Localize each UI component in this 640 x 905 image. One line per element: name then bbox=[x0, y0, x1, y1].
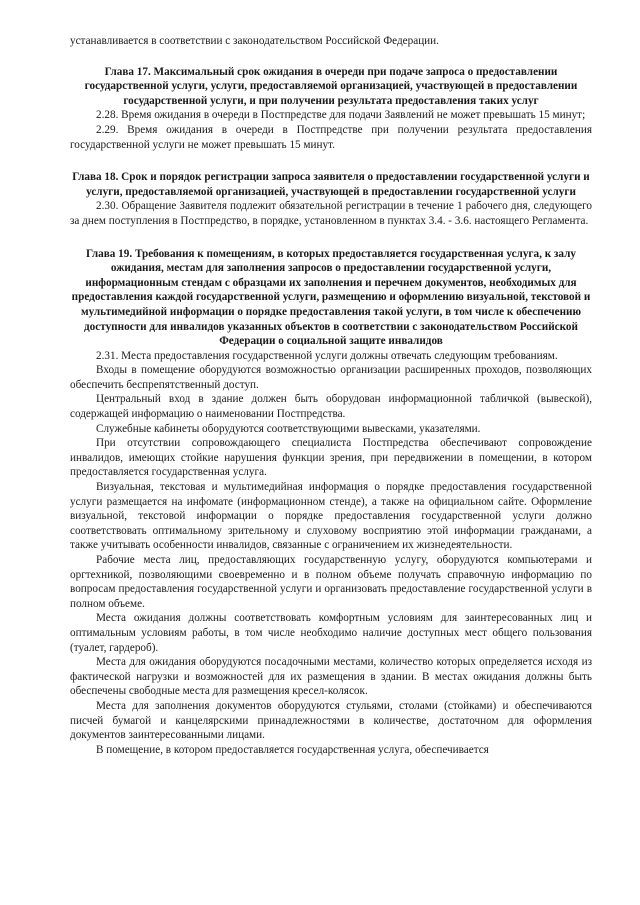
paragraph-waiting-areas: Места ожидания должны соответствовать комфортным условиям для заинтересованных лиц и оптимальным условиям работы, в том числе необходимо наличие доступных мест общего пользования (туалет, гардероб). bbox=[70, 612, 592, 654]
paragraph-premises: В помещение, в котором предоставляется государственная услуга, обеспечивается bbox=[96, 743, 489, 756]
spacer bbox=[70, 49, 592, 65]
paragraph-central-entrance: Центральный вход в здание должен быть оборудован информационной табличкой (вывеской), содержащей информацию о наименовании Постпредства. bbox=[70, 393, 592, 421]
paragraph-workplaces: Рабочие места лиц, предоставляющих государственную услугу, оборудуются компьютерами и оргтехникой, позволяющими своевременно и в полном объеме получать справочную информацию по вопросам предоставления государственной услуги и организовать предоставление государственной услуги в полном объеме. bbox=[70, 554, 592, 610]
paragraph-2-30: 2.30. Обращение Заявителя подлежит обязательной регистрации в течение 1 рабочего дня, следующего за днем поступления в Постпредство, в порядке, установленном в пунктах 3.4. - 3.6. настоящего Регламента. bbox=[70, 200, 592, 227]
paragraph-visual-info: Визуальная, текстовая и мультимедийная информация о порядке предоставления государственной услуги размещается на инфомате (информационном стенде), а также на официальном сайте. Оформление визуальной, текстовой информации о порядке предоставления государственной услуги должно соответствовать оптимальному зрительному и слуховому восприятию этой информации гражданами, а также учитывать особенности инвалидов, связанные с ограничением их жизнедеятельности. bbox=[70, 481, 592, 552]
paragraph-escort: При отсутствии сопровождающего специалиста Постпредства обеспечивают сопровождение инвалидов, имеющих стойкие нарушения функции зрения, при передвижении в помещении, в котором предоставляется государственная услуга. bbox=[70, 437, 592, 479]
paragraph-entrances: Входы в помещение оборудуются возможностью организации расширенных проходов, позволяющих обеспечить беспрепятственный доступ. bbox=[70, 364, 592, 391]
spacer bbox=[70, 152, 592, 170]
paragraph-offices: Служебные кабинеты оборудуются соответствующими вывесками, указателями. bbox=[96, 422, 481, 435]
paragraph-2-31: 2.31. Места предоставления государственной услуги должны отвечать следующим требованиям. bbox=[96, 349, 558, 362]
intro-text: устанавливается в соответствии с законодательством Российской Федерации. bbox=[70, 35, 439, 47]
spacer bbox=[70, 229, 592, 247]
paragraph-filling-places: Места для заполнения документов оборудуются стульями, столами (стойками) и обеспечиваются писчей бумагой и канцелярскими принадлежностями в количестве, достаточном для оформления документов заинтересованными лицами. bbox=[70, 699, 592, 742]
chapter-17-heading: Глава 17. Максимальный срок ожидания в очереди при подаче запроса о предоставлении государственной услуги, услуги, предоставляемой организацией, участвующей в предоставлении государственной услуги, и при получении результата предоставления таких услуг bbox=[84, 65, 578, 107]
chapter-18-heading: Глава 18. Срок и порядок регистрации запроса заявителя о предоставлении государственной услуги и услуги, предоставляемой организацией, участвующей в предоставлении государственной услуги bbox=[72, 171, 590, 198]
paragraph-seating: Места для ожидания оборудуются посадочными местами, количество которых определяется исходя из фактической нагрузки и возможностей для их размещения в здании. В местах ожидания должны быть обеспечены свободные места для размещения кресел-колясок. bbox=[70, 656, 592, 698]
paragraph-2-29: 2.29. Время ожидания в очереди в Постпредстве при получении результата предоставления государственной услуги не может превышать 15 минут. bbox=[70, 123, 592, 151]
paragraph-2-28: 2.28. Время ожидания в очереди в Постпредстве для подачи Заявлений не может превышать 15 минут; bbox=[96, 109, 586, 122]
chapter-19-heading: Глава 19. Требования к помещениям, в которых предоставляется государственная услуга, к залу ожидания, местам для заполнения запросов о предоставлении государственной услуги, информационным стендам с образцами их заполнения и перечнем документов, необходимых для предоставления каждой государственной услуги, размещению и оформлению визуальной, текстовой и мультимедийной информации о порядке предоставления такой услуги, в том числе к обеспечению доступности для инвалидов указанных объектов в соответствии с законодательством Российской Федерации о социальной защите инвалидов bbox=[71, 247, 591, 348]
